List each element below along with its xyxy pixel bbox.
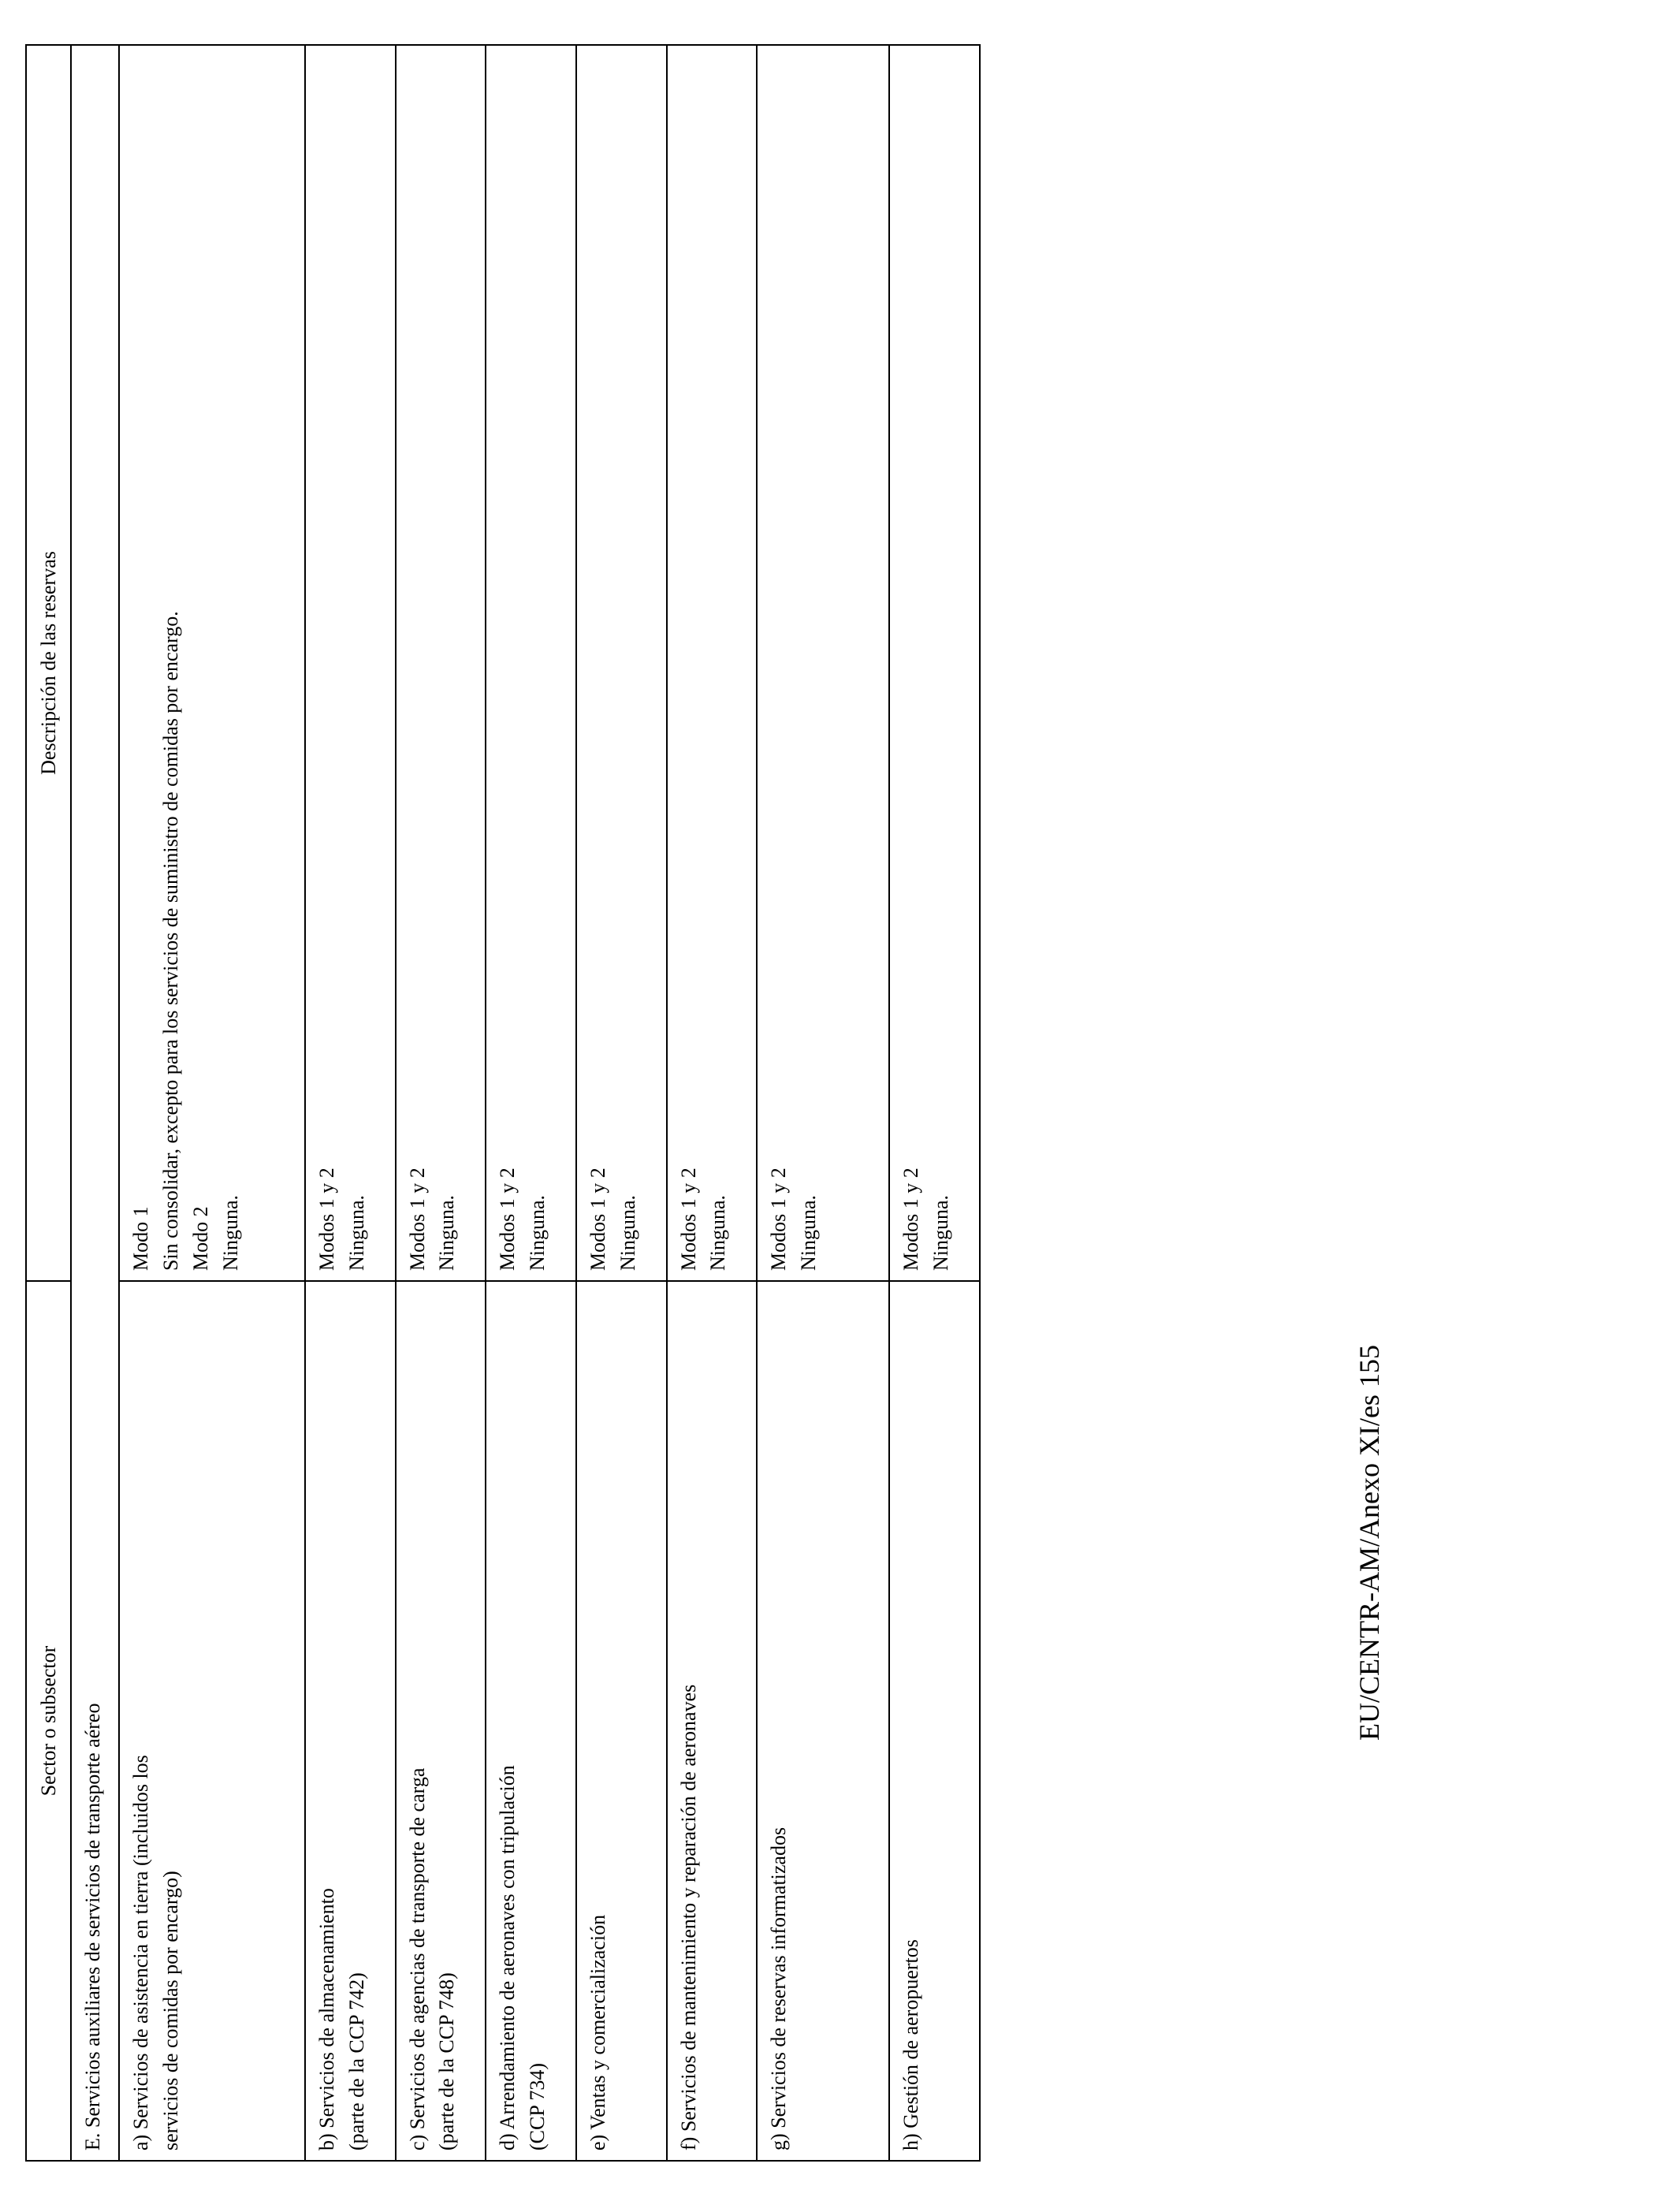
description-line: Ninguna. (929, 1194, 952, 1271)
table-row (119, 45, 305, 2161)
description-cell (757, 45, 889, 1281)
description-line: Ninguna. (218, 1194, 242, 1271)
description-line: Ninguna. (344, 1194, 368, 1271)
sector-cell (119, 1281, 305, 2161)
document-reference-footer (1353, 1345, 1416, 2212)
table-row (486, 45, 576, 2161)
header-description: Descripción de las reservas (26, 45, 71, 1281)
section-row (71, 45, 119, 2161)
rotated-table-container (25, 46, 981, 2162)
sector-cell (889, 1281, 980, 2161)
sector-cell (667, 1281, 758, 2161)
sector-line: (parte de la CCP 748) (435, 1972, 459, 2151)
description-line: Modos 1 y 2 (676, 1167, 700, 1271)
description-line: Ninguna. (435, 1194, 459, 1271)
sector-line: b) Servicios de almacenamiento (315, 1888, 338, 2151)
table-row (305, 45, 396, 2161)
description-line: Ninguna. (797, 1194, 820, 1271)
description-line: Modos 1 y 2 (767, 1167, 791, 1271)
sector-cell (486, 1281, 576, 2161)
document-reference: EU/CENTR-AM/Anexo XI/es 155 (1353, 1345, 1385, 1741)
sector-line: (CCP 734) (525, 2063, 549, 2151)
sector-line: f) Servicios de mantenimiento y reparación de aeronaves (676, 1684, 700, 2151)
sector-line: e) Ventas y comercialización (586, 1914, 609, 2151)
description-cell (576, 45, 667, 1281)
description-cell (486, 45, 576, 1281)
description-line: Modos 1 y 2 (315, 1167, 338, 1271)
description-line: Modos 1 y 2 (496, 1167, 519, 1271)
sector-line: a) Servicios de asistencia en tierra (incluidos los (129, 1755, 153, 2151)
sector-cell (396, 1281, 486, 2161)
table-row (757, 45, 889, 2161)
description-cell (305, 45, 396, 1281)
description-line: Ninguna. (525, 1194, 549, 1271)
description-cell (119, 45, 305, 1281)
table-row (576, 45, 667, 2161)
description-line: Modos 1 y 2 (586, 1167, 609, 1271)
sector-line: (parte de la CCP 742) (344, 1972, 368, 2151)
description-cell (889, 45, 980, 1281)
sector-cell (305, 1281, 396, 2161)
sector-line: g) Servicios de reservas informatizados (767, 1827, 791, 2151)
sector-cell (757, 1281, 889, 2161)
sector-line: h) Gestión de aeropuertos (899, 1939, 923, 2151)
section-empty-cell (71, 45, 119, 1281)
reservations-table (25, 44, 981, 2162)
section-title: E. Servicios auxiliares de servicios de transporte aéreo (71, 1281, 119, 2161)
description-line: Modos 1 y 2 (899, 1167, 923, 1271)
description-line: Modo 2 (188, 1206, 212, 1271)
sector-cell (576, 1281, 667, 2161)
sector-line: c) Servicios de agencias de transporte de carga (405, 1767, 429, 2151)
table-row (396, 45, 486, 2161)
sector-line: d) Arrendamiento de aeronaves con tripulación (496, 1765, 519, 2151)
description-line: Sin consolidar, excepto para los servicios de suministro de comidas por encargo. (159, 611, 183, 1271)
description-line: Ninguna. (616, 1194, 639, 1271)
header-sector: Sector o subsector (26, 1281, 71, 2161)
description-line: Modos 1 y 2 (405, 1167, 429, 1271)
table-row (667, 45, 758, 2161)
sector-line: servicios de comidas por encargo) (159, 1871, 183, 2151)
table-header-row (26, 45, 71, 2161)
description-line: Modo 1 (129, 1206, 153, 1271)
description-cell (667, 45, 758, 1281)
description-line: Ninguna. (706, 1194, 730, 1271)
table-row (889, 45, 980, 2161)
description-cell (396, 45, 486, 1281)
